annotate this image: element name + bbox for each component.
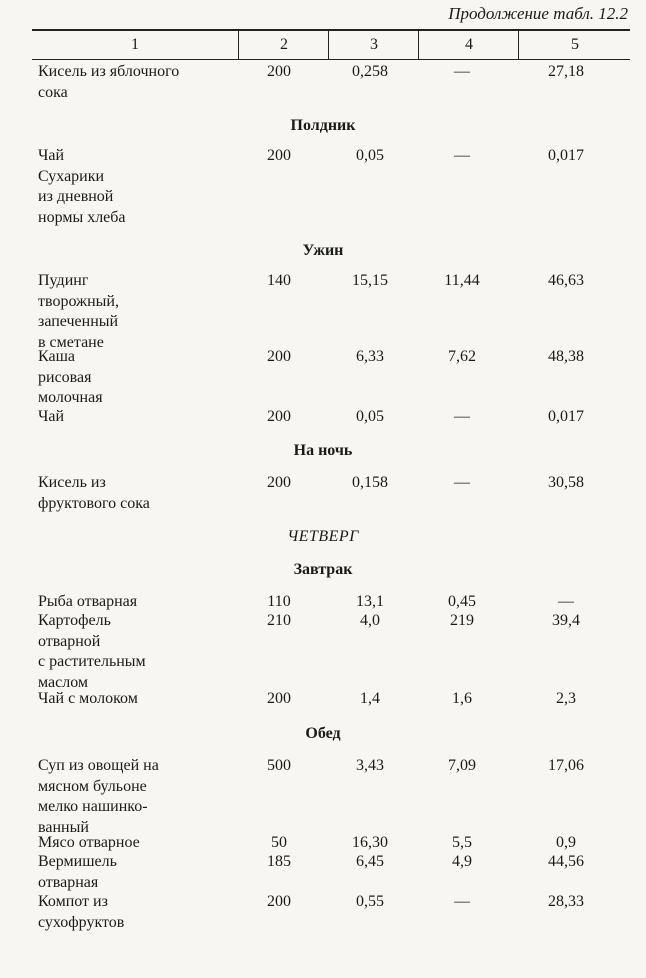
dish-name: Каша рисовая молочная (38, 348, 103, 406)
meal-heading: Обед (305, 725, 341, 742)
cell-col-5: 0,017 (548, 147, 584, 164)
cell-col-3: 15,15 (352, 272, 388, 289)
dish-name: Пудинг творожный, запеченный в сметане (38, 272, 119, 351)
dish-name: Чай с молоком (38, 690, 138, 707)
dish-name: Рыба отварная (38, 593, 138, 610)
cell-col-2: 200 (267, 348, 291, 365)
dish-name: Компот из сухофруктов (38, 893, 125, 931)
table-header (32, 29, 630, 60)
cell-col-4: — (454, 63, 470, 80)
cell-col-5: 27,18 (548, 63, 584, 80)
cell-col-4: — (454, 474, 470, 491)
cell-col-3: 1,4 (360, 690, 380, 707)
cell-col-4: 219 (450, 612, 474, 629)
meal-heading: Полдник (290, 117, 356, 134)
table-caption: Продолжение табл. 12.2 (448, 4, 628, 23)
cell-col-5: 0,9 (556, 834, 576, 851)
cell-col-5: 39,4 (552, 612, 580, 629)
cell-col-2: 200 (267, 63, 291, 80)
cell-col-2: 200 (267, 408, 291, 425)
day-heading: ЧЕТВЕРГ (287, 528, 359, 545)
cell-col-2: 200 (267, 690, 291, 707)
dish-name: Вермишель отварная (38, 853, 117, 891)
cell-col-2: 200 (267, 147, 291, 164)
cell-col-4: 0,45 (448, 593, 476, 610)
dish-name: Кисель из фруктового сока (38, 474, 150, 512)
cell-col-3: 0,55 (356, 893, 384, 910)
meal-heading: Ужин (302, 242, 344, 259)
cell-col-4: 7,62 (448, 348, 476, 365)
cell-col-3: 4,0 (360, 612, 380, 629)
cell-col-3: 6,33 (356, 348, 384, 365)
cell-col-4: 5,5 (452, 834, 472, 851)
cell-col-4: — (454, 408, 470, 425)
cell-col-4: 1,6 (452, 690, 472, 707)
cell-col-3: 0,05 (356, 147, 384, 164)
cell-col-5: 0,017 (548, 408, 584, 425)
cell-col-4: 4,9 (452, 853, 472, 870)
cell-col-4: 11,44 (444, 272, 480, 289)
dish-name: Кисель из яблочного сока (38, 63, 180, 101)
cell-col-3: 3,43 (356, 757, 384, 774)
cell-col-5: 28,33 (548, 893, 584, 910)
cell-col-3: 0,158 (352, 474, 388, 491)
cell-col-3: 6,45 (356, 853, 384, 870)
meal-heading: Завтрак (293, 561, 353, 578)
cell-col-5: 46,63 (548, 272, 584, 289)
cell-col-3: 16,30 (352, 834, 388, 851)
meal-heading: На ночь (293, 442, 353, 459)
cell-col-4: 7,09 (448, 757, 476, 774)
dish-name: Чай Сухарики из дневной нормы хлеба (38, 147, 126, 226)
dish-name: Картофель отварной с растительным маслом (38, 612, 146, 691)
dish-name: Чай (38, 408, 65, 425)
header-col-5: 5 (518, 31, 631, 59)
cell-col-2: 50 (271, 834, 287, 851)
cell-col-3: 0,05 (356, 408, 384, 425)
header-col-4: 4 (418, 31, 519, 59)
cell-col-5: 2,3 (556, 690, 576, 707)
cell-col-5: 17,06 (548, 757, 584, 774)
dish-name: Суп из овощей на мясном бульоне мелко нашинко- ванный (38, 757, 159, 836)
cell-col-5: 44,56 (548, 853, 584, 870)
header-col-1: 1 (131, 36, 139, 53)
cell-col-3: 13,1 (356, 593, 384, 610)
cell-col-5: — (558, 593, 574, 610)
header-col-3: 3 (328, 31, 419, 59)
cell-col-3: 0,258 (352, 63, 388, 80)
cell-col-4: — (454, 893, 470, 910)
cell-col-2: 500 (267, 757, 291, 774)
cell-col-2: 200 (267, 474, 291, 491)
cell-col-2: 140 (267, 272, 291, 289)
cell-col-2: 110 (267, 593, 291, 610)
cell-col-4: — (454, 147, 470, 164)
cell-col-5: 30,58 (548, 474, 584, 491)
cell-col-2: 200 (267, 893, 291, 910)
cell-col-5: 48,38 (548, 348, 584, 365)
cell-col-2: 210 (267, 612, 291, 629)
cell-col-2: 185 (267, 853, 291, 870)
header-col-2: 2 (238, 31, 329, 59)
dish-name: Мясо отварное (38, 834, 140, 851)
